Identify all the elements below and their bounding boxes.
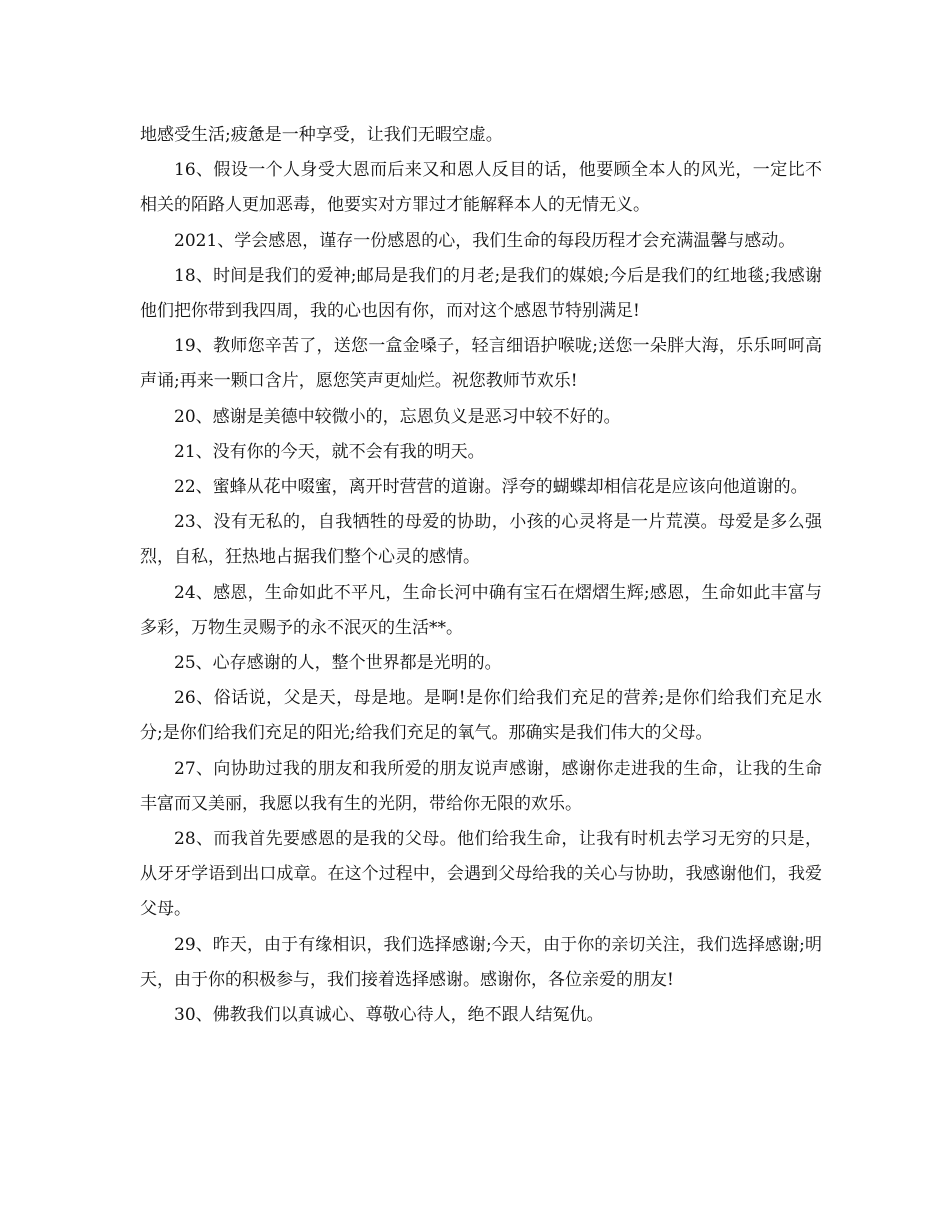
paragraph-16: 16、假设一个人身受大恩而后来又和恩人反目的话，他要顾全本人的风光，一定比不相关的陌路人更加恶毒，他要实对方罪过才能解释本人的无情无义。 xyxy=(140,160,822,216)
paragraph-28: 28、而我首先要感恩的是我的父母。他们给我生命，让我有时机去学习无穷的只是，从牙牙学语到出口成章。在这个过程中，会遇到父母给我的关心与协助，我感谢他们，我爱父母。 xyxy=(140,829,822,920)
paragraph-24: 24、感恩，生命如此不平凡，生命长河中确有宝石在熠熠生辉;感恩，生命如此丰富与多彩，万物生灵赐予的永不泯灭的生活**。 xyxy=(140,582,822,638)
paragraph-25: 25、心存感谢的人，整个世界都是光明的。 xyxy=(174,653,502,674)
paragraph-30: 30、佛教我们以真诚心、尊敬心待人，绝不跟人结冤仇。 xyxy=(174,1005,604,1026)
paragraph-22: 22、蜜蜂从花中啜蜜，离开时营营的道谢。浮夸的蝴蝶却相信花是应该向他道谢的。 xyxy=(174,477,808,498)
document-page xyxy=(140,118,822,1033)
paragraph-23: 23、没有无私的，自我牺牲的母爱的协助，小孩的心灵将是一片荒漠。母爱是多么强烈，自私，狂热地占据我们整个心灵的感情。 xyxy=(140,512,822,568)
paragraph-29: 29、昨天，由于有缘相识，我们选择感谢;今天，由于你的亲切关注，我们选择感谢;明天，由于你的积极参与，我们接着选择感谢。感谢你，各位亲爱的朋友! xyxy=(140,934,822,990)
paragraph-19: 19、教师您辛苦了，送您一盒金嗓子，轻言细语护喉咙;送您一朵胖大海，乐乐呵呵高声诵;再来一颗口含片，愿您笑声更灿烂。祝您教师节欢乐! xyxy=(140,336,822,392)
paragraph-20: 20、感谢是美德中较微小的，忘恩负义是恶习中较不好的。 xyxy=(174,406,621,427)
paragraph-21: 21、没有你的今天，就不会有我的明天。 xyxy=(174,441,485,462)
paragraph-2021: 2021、学会感恩，谨存一份感恩的心，我们生命的每段历程才会充满温馨与感动。 xyxy=(174,230,796,251)
paragraph-18: 18、时间是我们的爱神;邮局是我们的月老;是我们的媒娘;今后是我们的红地毯;我感谢他们把你带到我四周，我的心也因有你，而对这个感恩节特别满足! xyxy=(140,265,822,322)
paragraph-27: 27、向协助过我的朋友和我所爱的朋友说声感谢，感谢你走进我的生命，让我的生命丰富而又美丽，我愿以我有生的光阴，带给你无限的欢乐。 xyxy=(140,758,822,814)
paragraph-26: 26、俗话说，父是天，母是地。是啊!是你们给我们充足的营养;是你们给我们充足水分;是你们给我们充足的阳光;给我们充足的氧气。那确实是我们伟大的父母。 xyxy=(140,688,822,744)
paragraph-continuation: 地感受生活;疲惫是一种享受，让我们无暇空虚。 xyxy=(140,125,503,145)
